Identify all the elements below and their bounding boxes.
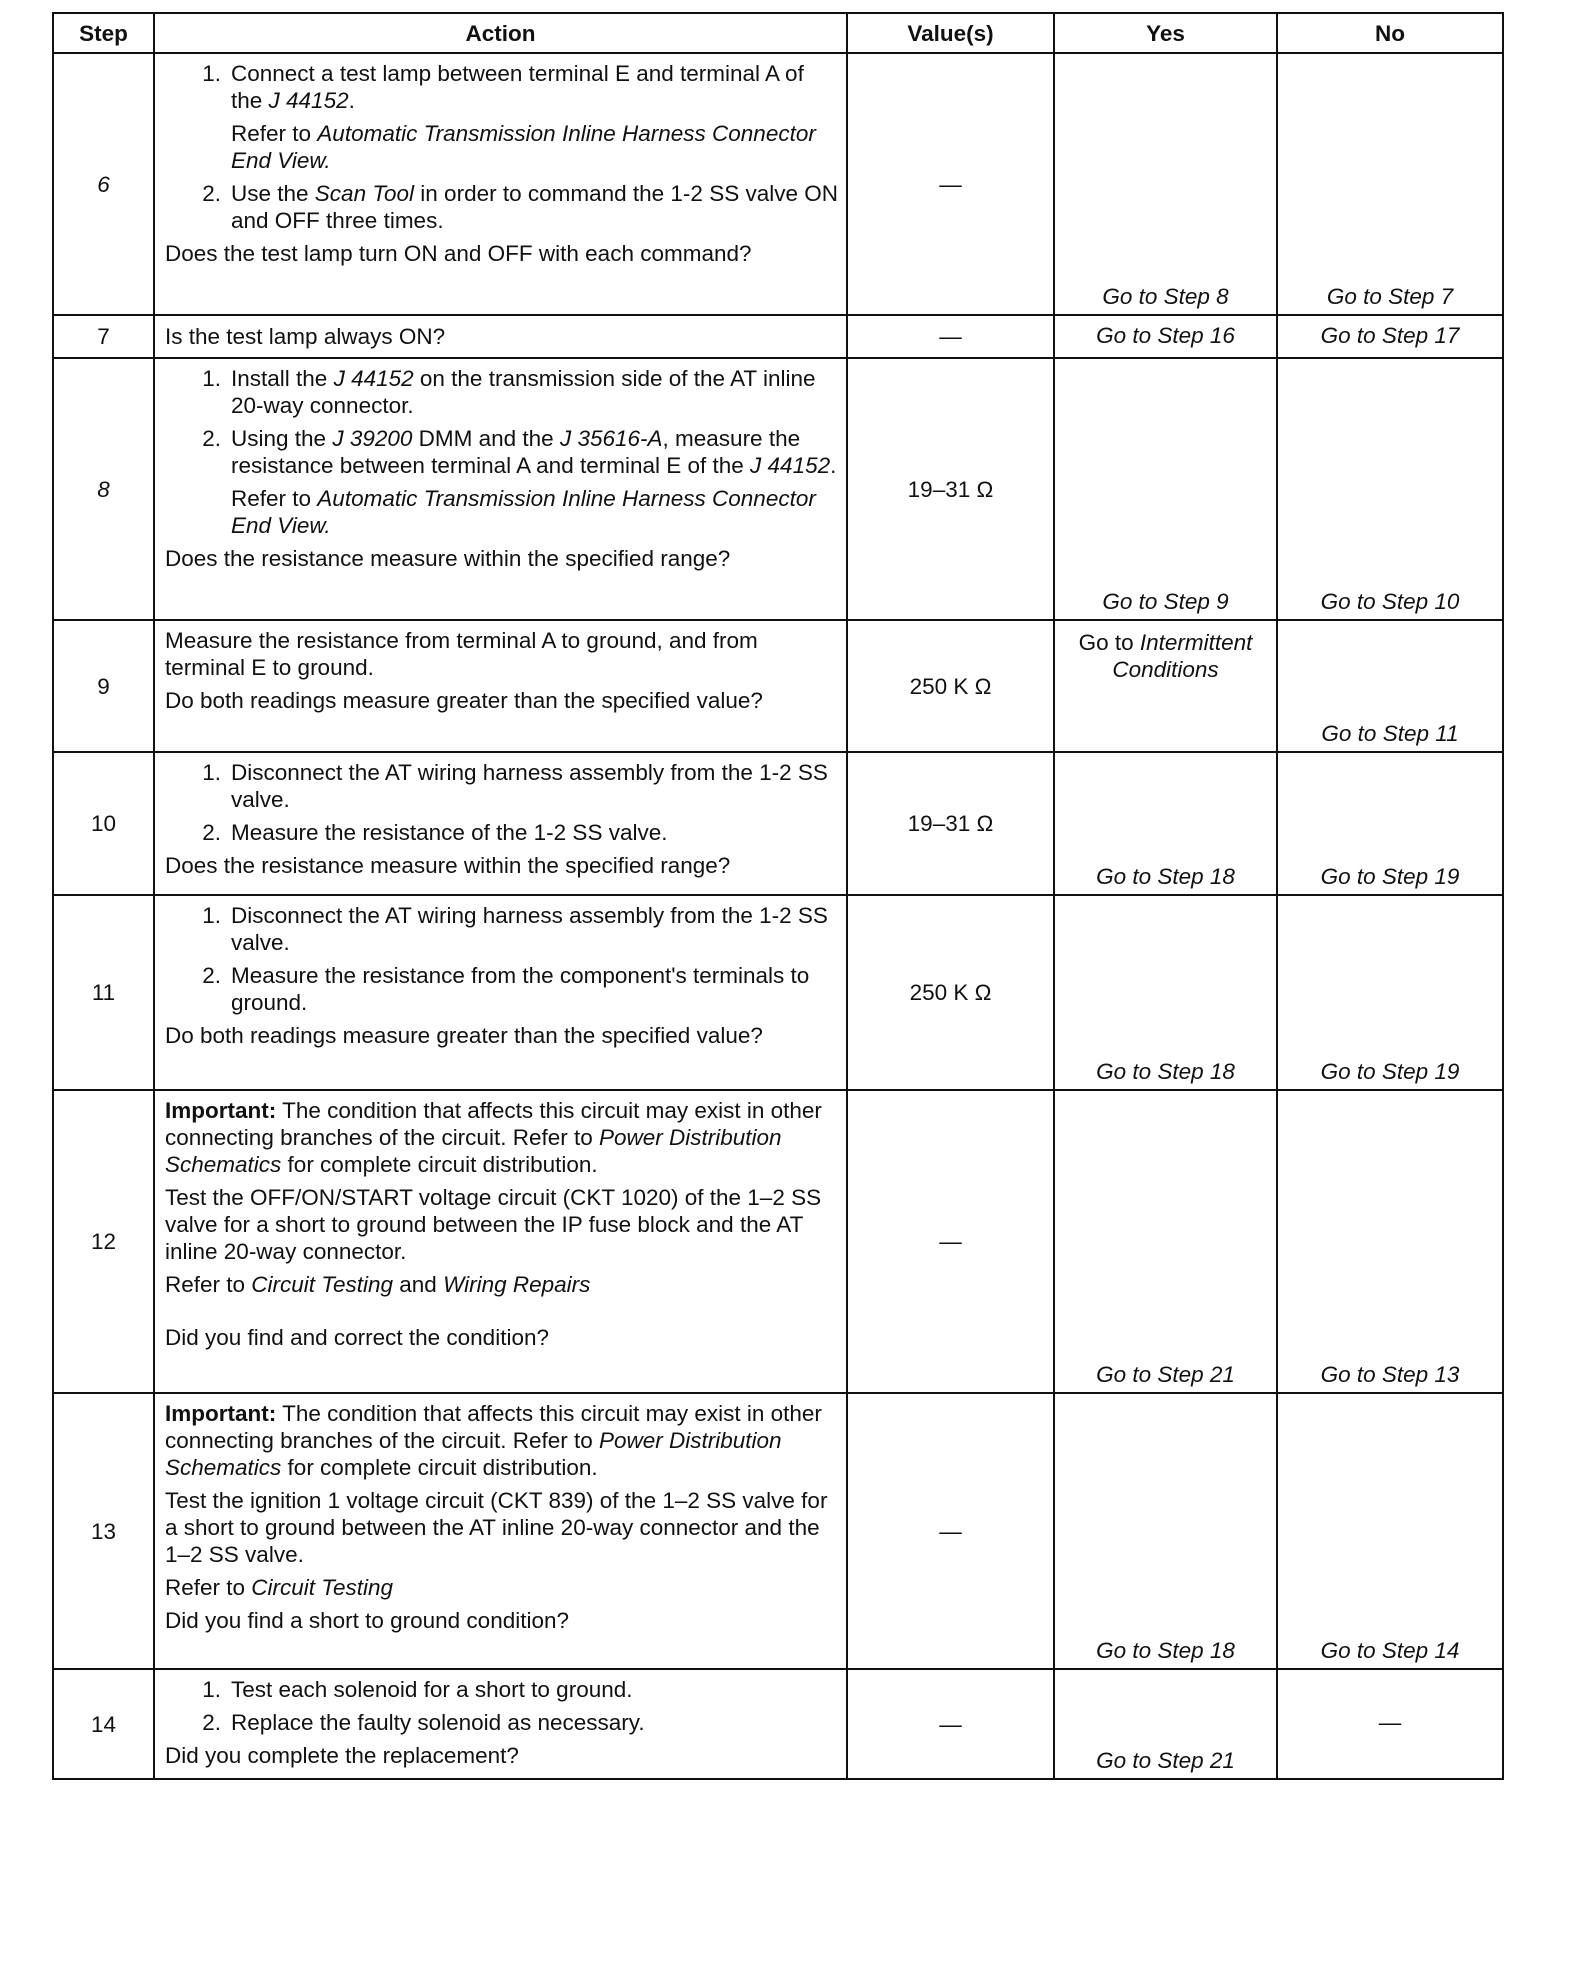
important-note: Important: The condition that affects this circuit may exist in other connecting branches of the circuit. Refer to Power Distribution Schematics for complete circuit distribution. [165, 1401, 822, 1480]
action-substep: 2. Measure the resistance from the component's terminals to ground. [165, 962, 838, 1016]
refer-note: Refer to Circuit Testing and Wiring Repairs [165, 1272, 591, 1297]
header-no: No [1277, 13, 1503, 53]
doc-ref: Power Distribution Schematics [165, 1428, 782, 1480]
substep-number: 1. [202, 1677, 221, 1702]
tool-ref: J 35616-A [559, 426, 663, 451]
question: Does the test lamp turn ON and OFF with each command? [165, 241, 752, 266]
refer-note: Refer to Automatic Transmission Inline Harness Connector End View. [231, 121, 816, 173]
text: . [348, 88, 355, 113]
action-substep: 1. Disconnect the AT wiring harness assembly from the 1-2 SS valve. [165, 759, 838, 813]
instruction: Measure the resistance from terminal A to ground, and from terminal E to ground. [165, 628, 758, 680]
substep-number: 1. [202, 366, 221, 391]
value-cell: 250 K Ω [847, 895, 1054, 1090]
action-substep: 1. Install the J 44152 on the transmission side of the AT inline 20-way connector. [165, 365, 838, 419]
tool-ref: J 39200 [332, 426, 413, 451]
no-cell: Go to Step 10 [1277, 358, 1503, 620]
table-row-step-10 [53, 752, 1503, 895]
refer-note: Refer to Automatic Transmission Inline Harness Connector End View. [231, 486, 816, 538]
yes-cell: Go to Step 9 [1054, 358, 1277, 620]
step-number: 9 [53, 620, 154, 752]
question: Did you complete the replacement? [165, 1743, 519, 1768]
step-number: 7 [53, 315, 154, 358]
action-cell [154, 1669, 847, 1779]
tool-ref: J 44152 [333, 366, 414, 391]
table-row-step-11 [53, 895, 1503, 1090]
diagnostic-table-container [52, 12, 1502, 1780]
doc-ref: Intermittent Conditions [1112, 630, 1253, 682]
value-cell: — [847, 315, 1054, 358]
yes-cell: Go to Step 21 [1054, 1090, 1277, 1393]
action-cell [154, 1090, 847, 1393]
step-number: 12 [53, 1090, 154, 1393]
table-row-step-6 [53, 53, 1503, 315]
header-action: Action [154, 13, 847, 53]
table-row-step-14 [53, 1669, 1503, 1779]
action-cell [154, 752, 847, 895]
doc-ref: Wiring Repairs [443, 1272, 591, 1297]
action-substep: 1. Test each solenoid for a short to ground. [165, 1676, 838, 1703]
question: Did you find a short to ground condition? [165, 1608, 570, 1633]
value-cell: — [847, 1669, 1054, 1779]
instruction: Test the ignition 1 voltage circuit (CKT 839) of the 1–2 SS valve for a short to ground between the AT inline 20-way connector and the 1–2 SS valve. [165, 1488, 828, 1567]
action-substep: 2. Replace the faulty solenoid as necessary. [165, 1709, 838, 1736]
yes-cell: Go to Step 8 [1054, 53, 1277, 315]
tool-ref: Scan Tool [314, 181, 415, 206]
yes-cell: Go to Step 16 [1054, 315, 1277, 358]
header-step: Step [53, 13, 154, 53]
yes-cell: Go to Step 18 [1054, 752, 1277, 895]
tool-ref: J 44152 [750, 453, 831, 478]
table-row-step-9 [53, 620, 1503, 752]
yes-cell: Go to Step 18 [1054, 1393, 1277, 1669]
value-cell: — [847, 1393, 1054, 1669]
question: Do both readings measure greater than the specified value? [165, 1023, 763, 1048]
substep-number: 1. [202, 61, 221, 86]
no-cell: Go to Step 13 [1277, 1090, 1503, 1393]
doc-ref: Circuit Testing [251, 1272, 394, 1297]
yes-cell: Go to Intermittent Conditions [1054, 620, 1277, 752]
instruction: Test the OFF/ON/START voltage circuit (CKT 1020) of the 1–2 SS valve for a short to ground between the IP fuse block and the AT inline 20-way connector. [165, 1185, 822, 1264]
value-cell: 250 K Ω [847, 620, 1054, 752]
table-row-step-7 [53, 315, 1503, 358]
no-cell: Go to Step 19 [1277, 895, 1503, 1090]
doc-ref: Automatic Transmission Inline Harness Connector End View [231, 121, 816, 173]
doc-ref: Circuit Testing [251, 1575, 394, 1600]
value-cell: — [847, 1090, 1054, 1393]
step-number: 11 [53, 895, 154, 1090]
step-number: 6 [53, 53, 154, 315]
action-cell [154, 53, 847, 315]
header-yes: Yes [1054, 13, 1277, 53]
action-substep [165, 60, 838, 114]
step-number: 10 [53, 752, 154, 895]
action-cell [154, 358, 847, 620]
question: Is the test lamp always ON? [154, 315, 847, 358]
value-cell: 19–31 Ω [847, 752, 1054, 895]
no-cell: Go to Step 11 [1277, 620, 1503, 752]
header-row [53, 13, 1503, 53]
action-substep: 1. Disconnect the AT wiring harness assembly from the 1-2 SS valve. [165, 902, 838, 956]
value-cell: 19–31 Ω [847, 358, 1054, 620]
table-row-step-13 [53, 1393, 1503, 1669]
action-substep: 2. Using the J 39200 DMM and the J 35616-A, measure the resistance between terminal A and terminal E of the J 44152. [165, 425, 838, 479]
action-cell [154, 1393, 847, 1669]
no-cell: Go to Step 19 [1277, 752, 1503, 895]
no-cell: Go to Step 7 [1277, 53, 1503, 315]
yes-cell: Go to Step 18 [1054, 895, 1277, 1090]
no-cell: Go to Step 17 [1277, 315, 1503, 358]
substep-number: 2. [202, 181, 221, 206]
important-label: Important: [165, 1401, 277, 1426]
doc-ref: Automatic Transmission Inline Harness Connector End View [231, 486, 816, 538]
substep-number: 2. [202, 426, 221, 451]
substep-number: 1. [202, 760, 221, 785]
header-values: Value(s) [847, 13, 1054, 53]
tool-ref: J 44152 [268, 88, 349, 113]
step-number: 13 [53, 1393, 154, 1669]
yes-cell: Go to Step 21 [1054, 1669, 1277, 1779]
value-cell: — [847, 53, 1054, 315]
step-number: 8 [53, 358, 154, 620]
question: Did you find and correct the condition? [165, 1325, 549, 1350]
doc-ref: Power Distribution Schematics [165, 1125, 782, 1177]
important-label: Important: [165, 1098, 277, 1123]
table-row-step-12 [53, 1090, 1503, 1393]
question: Does the resistance measure within the specified range? [165, 853, 731, 878]
action-substep: 2. Measure the resistance of the 1-2 SS valve. [165, 819, 838, 846]
substep-number: 2. [202, 1710, 221, 1735]
action-cell [154, 895, 847, 1090]
text: Connect a test lamp between terminal E and terminal A of the [231, 61, 804, 113]
refer-note: Refer to Circuit Testing [165, 1575, 394, 1600]
important-note: Important: The condition that affects this circuit may exist in other connecting branches of the circuit. Refer to Power Distribution Schematics for complete circuit distribution. [165, 1098, 822, 1177]
substep-number: 2. [202, 963, 221, 988]
action-substep: 2. Use the Scan Tool in order to command the 1-2 SS valve ON and OFF three times. [165, 180, 838, 234]
question: Does the resistance measure within the specified range? [165, 546, 731, 571]
diagnostic-table [52, 12, 1504, 1780]
question: Do both readings measure greater than the specified value? [165, 688, 763, 713]
action-cell [154, 620, 847, 752]
table-row-step-8 [53, 358, 1503, 620]
no-cell: — [1277, 1669, 1503, 1779]
step-number: 14 [53, 1669, 154, 1779]
substep-number: 2. [202, 820, 221, 845]
substep-number: 1. [202, 903, 221, 928]
no-cell: Go to Step 14 [1277, 1393, 1503, 1669]
